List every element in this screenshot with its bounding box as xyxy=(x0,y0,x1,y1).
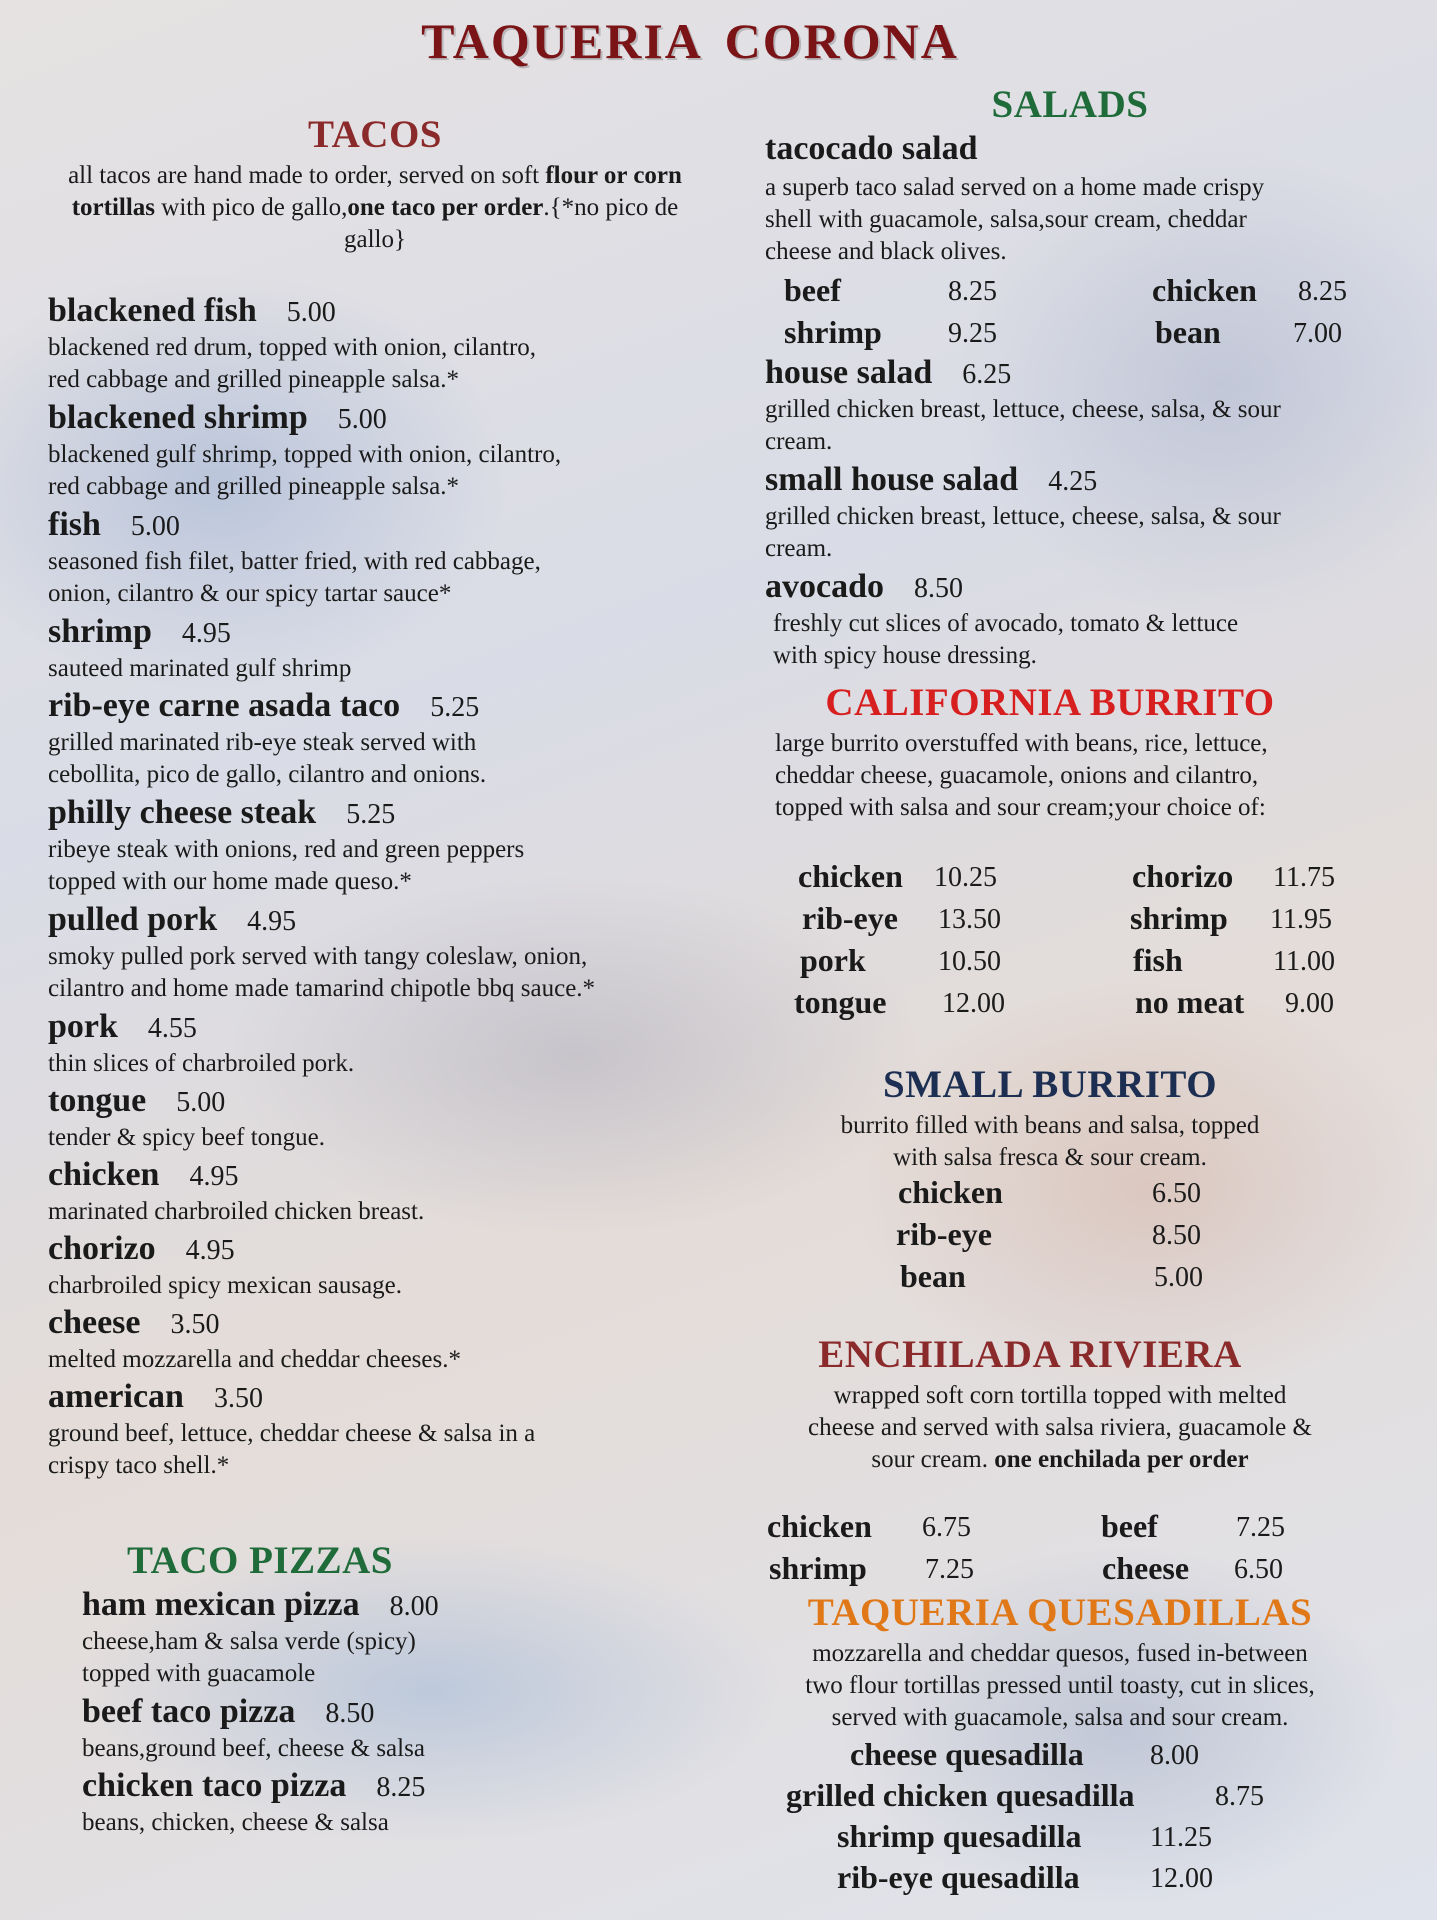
item-price: 3.50 xyxy=(170,1309,220,1340)
small-burrito-desc: burrito filled with beans and salsa, topped with salsa fresca & sour cream. xyxy=(840,1112,1260,1171)
option-name: shrimp xyxy=(769,1550,867,1586)
option-name: tongue xyxy=(794,984,887,1020)
item-price: 8.25 xyxy=(376,1772,426,1803)
tacos-intro: all tacos are hand made to order, served on soft flour or corn tortillas with pico de gallo,one taco per order.{*no pico de gallo} xyxy=(68,162,682,253)
taco-pizzas-heading: TACO PIZZAS xyxy=(127,1539,393,1582)
item-name: shrimp quesadilla xyxy=(837,1818,1082,1854)
item-desc: cheese,ham & salsa verde (spicy) topped with guacamole xyxy=(82,1628,416,1687)
california-burrito-desc: large burrito overstuffed with beans, rice, lettuce, cheddar cheese, guacamole, onions and cilantro, topped with salsa and sour cream;your choice of: xyxy=(775,730,1268,821)
item-name: ham mexican pizza xyxy=(82,1586,360,1623)
item-desc: seasoned fish filet, batter fried, with red cabbage, onion, cilantro & our spicy tartar sauce* xyxy=(48,548,541,607)
item-name: blackened shrimp xyxy=(48,399,308,436)
california-burrito-heading: CALIFORNIA BURRITO xyxy=(825,681,1275,724)
item-name: philly cheese steak xyxy=(48,794,317,831)
option-price: 10.25 xyxy=(934,862,997,893)
item-desc: smoky pulled pork served with tangy coleslaw, onion, cilantro and home made tamarind chipotle bbq sauce.* xyxy=(48,943,596,1002)
item-name: fish xyxy=(48,506,101,543)
item-price: 8.00 xyxy=(1150,1740,1199,1771)
item-price: 8.50 xyxy=(325,1698,375,1729)
option-name: chicken xyxy=(798,858,903,894)
option-name: fish xyxy=(1133,942,1183,978)
item-price: 8.75 xyxy=(1215,1781,1264,1812)
item-name: house salad xyxy=(765,354,933,391)
option-name: chicken xyxy=(898,1174,1003,1210)
item-name: blackened fish xyxy=(48,292,257,329)
item-name: rib-eye carne asada taco xyxy=(48,687,401,724)
enchilada-riviera-desc: wrapped soft corn tortilla topped with melted cheese and served with salsa riviera, guacamole & sour cream. one enchilada per order xyxy=(808,1382,1312,1473)
option-name: cheese xyxy=(1102,1550,1190,1586)
option-name: chorizo xyxy=(1132,858,1234,894)
option-name: bean xyxy=(900,1258,966,1294)
option-price: 7.25 xyxy=(925,1554,974,1585)
item-price: 4.95 xyxy=(185,1235,235,1266)
item-desc: ground beef, lettuce, cheddar cheese & salsa in a crispy taco shell.* xyxy=(48,1420,536,1479)
item-name: pork xyxy=(48,1008,118,1045)
option-name: pork xyxy=(800,942,866,978)
item-price: 8.00 xyxy=(389,1591,439,1622)
item-price: 4.25 xyxy=(1048,466,1098,497)
item-price: 4.95 xyxy=(189,1161,239,1192)
tacocado-salad-name: tacocado salad xyxy=(765,130,978,167)
item-name: rib-eye quesadilla xyxy=(837,1859,1080,1895)
item-name: grilled chicken quesadilla xyxy=(786,1777,1135,1813)
option-price: 6.50 xyxy=(1152,1178,1201,1209)
item-name: chicken taco pizza xyxy=(82,1767,347,1804)
option-price: 8.25 xyxy=(948,276,997,307)
option-name: bean xyxy=(1155,314,1221,350)
item-name: cheese quesadilla xyxy=(850,1736,1084,1772)
item-price: 4.55 xyxy=(147,1013,197,1044)
item-desc: tender & spicy beef tongue. xyxy=(48,1124,325,1151)
option-price: 13.50 xyxy=(938,904,1001,935)
item-price: 5.25 xyxy=(430,692,480,723)
item-price: 6.25 xyxy=(962,359,1012,390)
item-price: 3.50 xyxy=(213,1383,263,1414)
item-price: 5.00 xyxy=(176,1087,226,1118)
option-name: rib-eye xyxy=(896,1216,992,1252)
item-desc: freshly cut slices of avocado, tomato & lettuce with spicy house dressing. xyxy=(773,610,1239,669)
option-name: beef xyxy=(1101,1508,1158,1544)
item-desc: beans,ground beef, cheese & salsa xyxy=(82,1735,425,1762)
item-price: 11.25 xyxy=(1150,1822,1212,1853)
item-price: 5.00 xyxy=(130,511,180,542)
option-price: 9.25 xyxy=(948,318,997,349)
option-price: 12.00 xyxy=(942,988,1005,1019)
option-price: 11.95 xyxy=(1270,904,1332,935)
option-price: 5.00 xyxy=(1154,1262,1203,1293)
item-desc: sauteed marinated gulf shrimp xyxy=(48,655,352,682)
item-name: chorizo xyxy=(48,1230,156,1267)
item-desc: thin slices of charbroiled pork. xyxy=(48,1050,355,1077)
option-name: no meat xyxy=(1135,984,1245,1020)
tacos-heading: TACOS xyxy=(308,113,442,156)
item-desc: grilled chicken breast, lettuce, cheese, salsa, & sour cream. xyxy=(765,396,1281,455)
item-name: pulled pork xyxy=(48,901,218,938)
item-desc: blackened red drum, topped with onion, cilantro, red cabbage and grilled pineapple salsa.* xyxy=(48,334,537,393)
item-desc: ribeye steak with onions, red and green peppers topped with our home made queso.* xyxy=(48,836,525,895)
small-burrito-heading: SMALL BURRITO xyxy=(882,1063,1218,1106)
item-desc: blackened gulf shrimp, topped with onion, cilantro, red cabbage and grilled pineapple salsa.* xyxy=(48,441,562,500)
item-desc: beans, chicken, cheese & salsa xyxy=(82,1809,389,1836)
item-name: avocado xyxy=(765,568,884,605)
item-name: chicken xyxy=(48,1156,160,1193)
quesadillas-desc: mozzarella and cheddar quesos, fused in-between two flour tortillas pressed until toasty, cut in slices, served with guacamole, salsa and sour cream. xyxy=(805,1640,1315,1731)
item-desc: marinated charbroiled chicken breast. xyxy=(48,1198,425,1225)
item-desc: grilled chicken breast, lettuce, cheese, salsa, & sour cream. xyxy=(765,503,1281,562)
option-price: 10.50 xyxy=(938,946,1001,977)
item-name: american xyxy=(48,1378,184,1415)
item-price: 8.50 xyxy=(914,573,963,604)
option-price: 6.50 xyxy=(1234,1554,1283,1585)
option-price: 11.75 xyxy=(1273,862,1335,893)
option-price: 7.00 xyxy=(1293,318,1342,349)
item-name: cheese xyxy=(48,1304,141,1341)
item-price: 5.00 xyxy=(286,297,336,328)
item-price: 12.00 xyxy=(1150,1863,1213,1894)
item-name: tongue xyxy=(48,1082,147,1119)
option-name: rib-eye xyxy=(802,900,898,936)
option-name: chicken xyxy=(767,1508,872,1544)
item-desc: grilled marinated rib-eye steak served with cebollita, pico de gallo, cilantro and onions. xyxy=(48,729,487,788)
option-price: 11.00 xyxy=(1273,946,1335,977)
option-price: 8.50 xyxy=(1152,1220,1201,1251)
option-name: shrimp xyxy=(784,314,882,350)
option-price: 8.25 xyxy=(1298,276,1347,307)
option-price: 7.25 xyxy=(1236,1512,1285,1543)
page-title: TAQUERIA CORONA xyxy=(421,13,959,69)
item-name: shrimp xyxy=(48,613,152,650)
item-price: 4.95 xyxy=(181,618,231,649)
salads-heading: SALADS xyxy=(991,83,1149,126)
option-name: shrimp xyxy=(1130,900,1228,936)
option-name: beef xyxy=(784,272,841,308)
item-price: 5.25 xyxy=(346,799,396,830)
item-desc: charbroiled spicy mexican sausage. xyxy=(48,1272,403,1299)
enchilada-riviera-heading: ENCHILADA RIVIERA xyxy=(818,1333,1242,1376)
quesadillas-heading: TAQUERIA QUESADILLAS xyxy=(807,1591,1313,1634)
tacocado-salad-desc: a superb taco salad served on a home made crispy shell with guacamole, salsa,sour cream, cheddar cheese and black olives. xyxy=(765,174,1265,265)
item-desc: melted mozzarella and cheddar cheeses.* xyxy=(48,1346,461,1373)
option-price: 6.75 xyxy=(922,1512,971,1543)
item-name: beef taco pizza xyxy=(82,1693,296,1730)
item-name: small house salad xyxy=(765,461,1019,498)
option-name: chicken xyxy=(1152,272,1257,308)
item-price: 5.00 xyxy=(337,404,387,435)
option-price: 9.00 xyxy=(1285,988,1334,1019)
item-price: 4.95 xyxy=(247,906,297,937)
